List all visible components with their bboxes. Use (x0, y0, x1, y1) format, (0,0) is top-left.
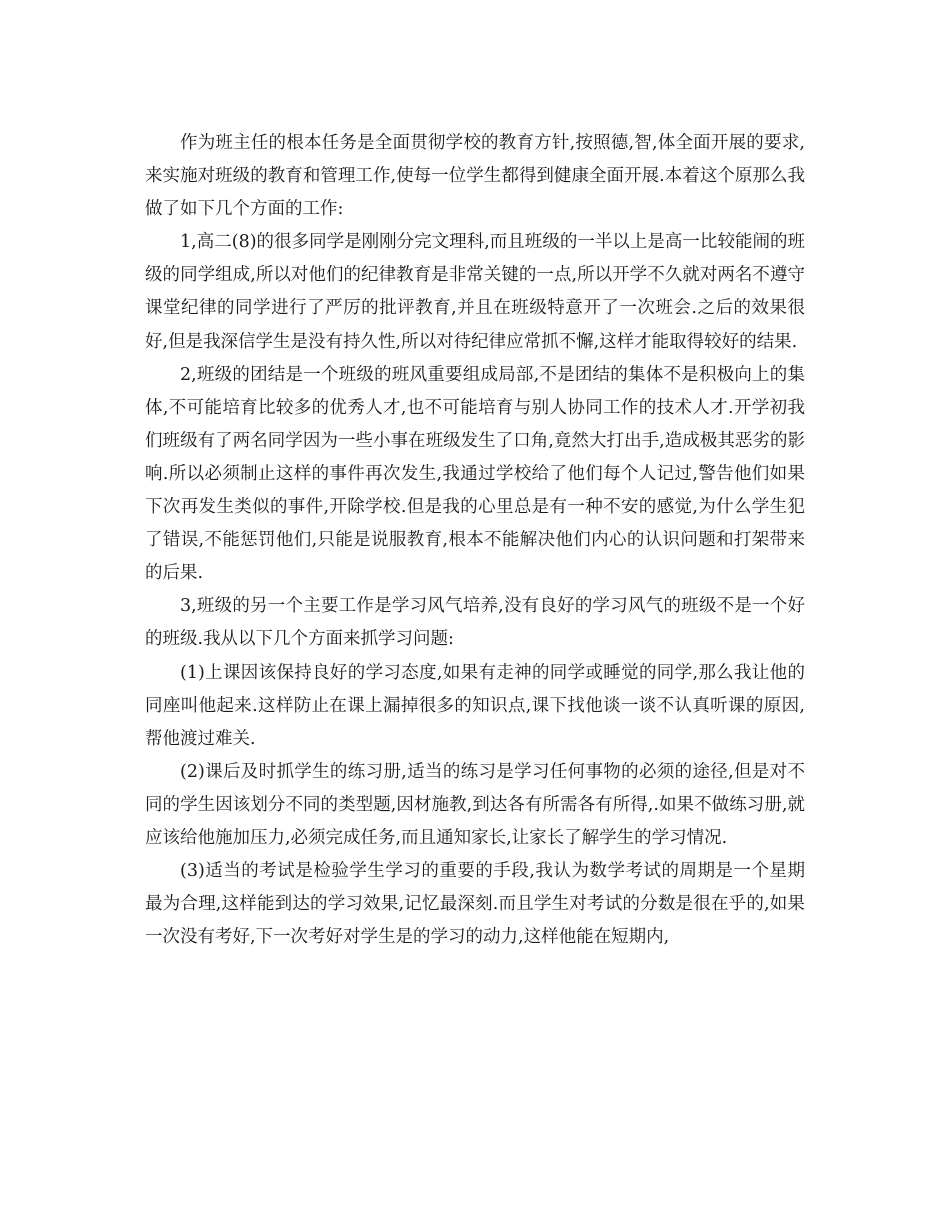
paragraph-point-1-discipline: 1,高二(8)的很多同学是刚刚分完文理科,而且班级的一半以上是高一比较能闹的班级的同学组成,所以对他们的纪律教育是非常关键的一点,所以开学不久就对两名不遵守课堂纪律的同学进行了严厉的批评教育,并且在班级特意开了一次班会.之后的效果很好,但是我深信学生是没有持久性,所以对待纪律应常抓不懈,这样才能取得较好的结果. (145, 232, 805, 352)
paragraph-subpoint-2-workbook: (2)课后及时抓学生的练习册,适当的练习是学习任何事物的必须的途径,但是对不同的学生因该划分不同的类型题,因材施教,到达各有所需各有所得,.如果不做练习册,就应该给他施加压力,必须完成任务,而且通知家长,让家长了解学生的学习情况. (145, 761, 805, 848)
paragraph-point-2-unity: 2,班级的团结是一个班级的班风重要组成局部,不是团结的集体不是积极向上的集体,不可能培育比较多的优秀人才,也不可能培育与别人协同工作的技术人才.开学初我们班级有了两名同学因为一些小事在班级发生了口角,竟然大打出手,造成极其恶劣的影响.所以必须制止这样的事件再次发生,我通过学校给了他们每个人记过,警告他们如果下次再发生类似的事件,开除学校.但是我的心里总是有一种不安的感觉,为什么学生犯了错误,不能惩罚他们,只能是说服教育,根本不能解决他们内心的认识问题和打架带来的后果. (145, 364, 805, 584)
paragraph-point-3-study: 3,班级的另一个主要工作是学习风气培养,没有良好的学习风气的班级不是一个好的班级.我从以下几个方面来抓学习问题: (145, 596, 805, 650)
document-body (145, 127, 805, 954)
paragraph-intro: 作为班主任的根本任务是全面贯彻学校的教育方针,按照德,智,体全面开展的要求,来实施对班级的教育和管理工作,使每一位学生都得到健康全面开展.本着这个原那么我做了如下几个方面的工作: (145, 133, 805, 220)
paragraph-subpoint-1-class-attitude: (1)上课因该保持良好的学习态度,如果有走神的同学或睡觉的同学,那么我让他的同座叫他起来.这样防止在课上漏掉很多的知识点,课下找他谈一谈不认真听课的原因,帮他渡过难关. (145, 662, 805, 749)
paragraph-subpoint-3-exams: (3)适当的考试是检验学生学习的重要的手段,我认为数学考试的周期是一个星期最为合理,这样能到达的学习效果,记忆最深刻.而且学生对考试的分数是很在乎的,如果一次没有考好,下一次考好对学生是的学习的动力,这样他能在短期内, (145, 861, 805, 948)
